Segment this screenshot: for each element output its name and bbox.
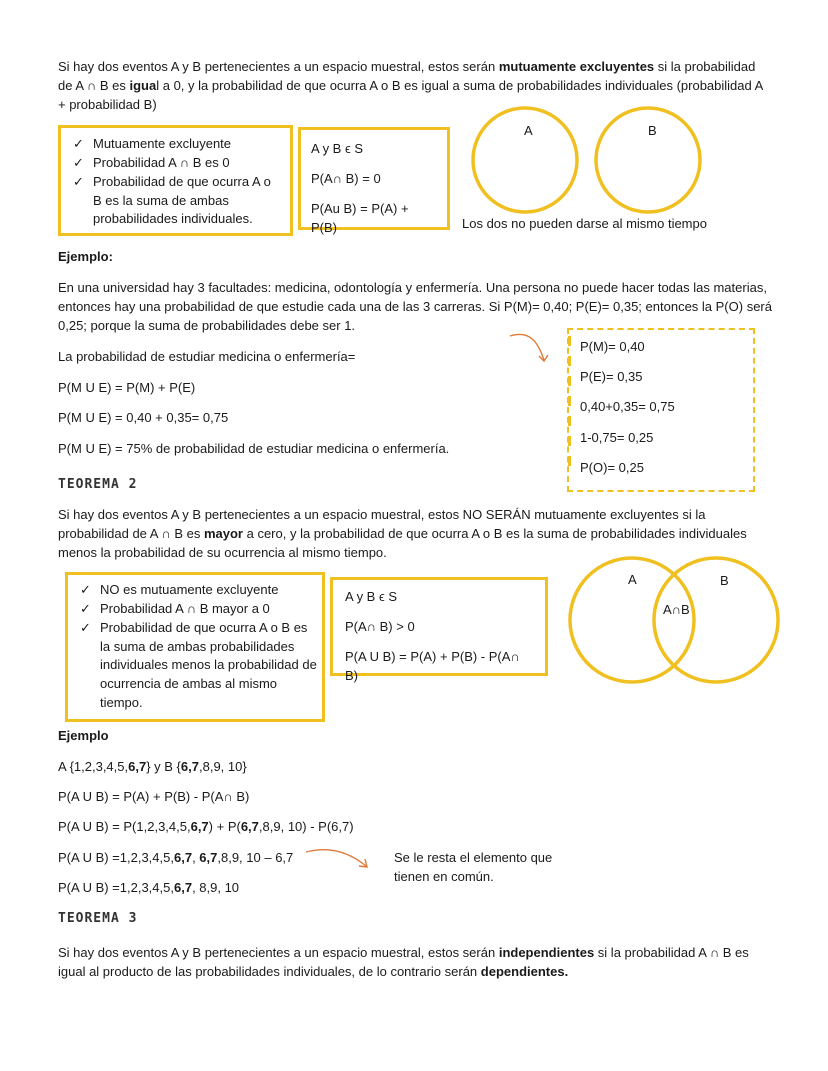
t2-text-2: a cero, y la probabilidad de que ocurra A o B es la suma de probabilidades individuales menos la probabilidad de su ocurrencia al mismo tiempo. [58, 525, 747, 560]
text-part: A {1,2,3,4,5, [58, 759, 129, 774]
bold-part: 6,7 [173, 850, 193, 865]
check-item [67, 173, 278, 230]
formula-line: P(A∩ B) > 0 [345, 618, 415, 634]
example-2-note: Se le resta el elemento que tienen en común. [394, 850, 553, 884]
formula-line: P(A U B) = P(A) + P(B) - P(A∩ B) [345, 648, 520, 683]
example-line: P(M U E) = 75% de probabilidad de estudiar medicina o enfermería. [58, 441, 450, 456]
t3-text-2: si la probabilidad A ∩ B es igual al producto de las probabilidades individuales, de lo contrario serán [58, 945, 749, 979]
example-2-line-3 [58, 818, 354, 837]
formula-line: P(A∩ B) = 0 [311, 170, 381, 186]
formula-line: A y B ϵ S [311, 141, 363, 156]
dashed-line: P(O)= 0,25 [580, 460, 644, 475]
example-2-title: Ejemplo [58, 728, 109, 743]
example-2-line-2: P(A U B) = P(A) + P(B) - P(A∩ B) [58, 789, 250, 804]
example-line: P(M U E) = 0,40 + 0,35= 0,75 [58, 410, 229, 425]
check-icon: ✓ [73, 136, 84, 151]
text-part: P(A U B) =1,2,3,4,5, [58, 850, 174, 865]
check-icon: ✓ [73, 154, 84, 170]
t2-bold-1: mayor [203, 525, 243, 541]
formula-line: A y B ϵ S [345, 589, 397, 604]
text-part: , 8,9, 10 [192, 880, 240, 895]
check-icon: ✓ [80, 582, 91, 597]
venn-label-intersection: A∩B [663, 602, 690, 617]
check-item [67, 154, 284, 173]
bold-part: 6,7 [199, 850, 218, 865]
text-part: ) + P( [208, 819, 241, 834]
text-part: ,8,9, 10 – 6,7 [217, 850, 294, 865]
check-item-text: Probabilidad de que ocurra A o B es la suma de ambas probabilidades individuales. [93, 173, 271, 227]
intro-bold-1: mutuamente excluyentes [498, 59, 655, 74]
venn-label-b: B [648, 123, 657, 138]
venn-label-a: A [524, 123, 533, 138]
check-icon: ✓ [80, 619, 91, 635]
check-item [74, 581, 316, 600]
check-icon: ✓ [73, 173, 84, 189]
t3-text-1: Si hay dos eventos A y B pertenecientes a un espacio muestral, estos serán [58, 945, 499, 960]
circle-b [654, 558, 778, 682]
text-part: ,8,9, 10) - P(6,7) [258, 819, 354, 834]
text-part: } y B { [146, 759, 181, 774]
dashed-line: 1-0,75= 0,25 [580, 430, 654, 445]
intro-bold-2: igua [129, 77, 157, 93]
text-part: P(A U B) = P(1,2,3,4,5, [58, 819, 191, 834]
example-2-line-4 [58, 849, 293, 868]
check-item [67, 135, 284, 154]
example-paragraph: En una universidad hay 3 facultades: medicina, odontología y enfermería. Una persona no puede hacer todas las materias, entonces hay una probabilidad de que estudie cada una de las 3 carreras. Si P(M)= 0,40; P(E)= 0,35; entonces la P(O) será 0,25; porque la suma de probabilidades debe ser 1. [58, 280, 772, 333]
dashed-inner-bar [568, 336, 571, 476]
dashed-line: P(E)= 0,35 [580, 369, 643, 384]
theorem-3-heading: TEOREMA 3 [58, 911, 138, 926]
check-item [74, 619, 318, 713]
check-item-text: Probabilidad A ∩ B es 0 [93, 154, 230, 170]
venn-label-a: A [628, 572, 637, 587]
curved-arrow-icon [508, 330, 558, 368]
curved-arrow-icon [304, 846, 376, 874]
example-title: Ejemplo: [58, 249, 113, 264]
theorem-2-heading: TEOREMA 2 [58, 477, 138, 492]
intro-text-1: Si hay dos eventos A y B pertenecientes a un espacio muestral, estos serán [58, 59, 499, 74]
text-part: , [192, 850, 200, 865]
check-item [74, 600, 316, 619]
formula-box-2 [330, 577, 548, 683]
formula-line: P(Au B) = P(A) + P(B) [311, 200, 409, 235]
dashed-line: 0,40+0,35= 0,75 [580, 399, 675, 414]
bold-part: 6,7 [240, 819, 259, 834]
intro-text-2: si la probabilidad de A ∩ B es [58, 59, 756, 93]
text-part: ,8,9, 10} [198, 759, 247, 774]
checklist-box-1 [58, 125, 293, 236]
example-2-line-1 [58, 758, 247, 777]
t3-bold-2: dependientes. [480, 963, 569, 979]
example-line: P(M U E) = P(M) + P(E) [58, 380, 196, 395]
t3-bold-1: independientes [498, 945, 595, 960]
formula-box-1 [298, 127, 450, 235]
example-2-line-5 [58, 879, 239, 898]
venn-label-b: B [720, 573, 729, 588]
bold-part: 6,7 [128, 759, 147, 774]
venn-diagram-disjoint [460, 105, 720, 220]
check-item-text: Mutuamente excluyente [93, 136, 232, 151]
bold-part: 6,7 [180, 759, 199, 774]
bold-part: 6,7 [190, 819, 209, 834]
theorem-3-paragraph [58, 944, 773, 982]
check-item-text: NO es mutuamente excluyente [100, 582, 279, 597]
dashed-line: P(M)= 0,40 [580, 339, 645, 354]
text-part: P(A U B) =1,2,3,4,5, [58, 880, 174, 895]
check-icon: ✓ [80, 600, 91, 616]
example-line: La probabilidad de estudiar medicina o enfermería= [58, 349, 356, 364]
venn-diagram-overlap [564, 554, 784, 689]
checklist-box-2 [65, 572, 325, 722]
venn-caption: Los dos no pueden darse al mismo tiempo [462, 216, 707, 231]
check-item-text: Probabilidad A ∩ B mayor a 0 [100, 600, 270, 616]
t2-text-1: Si hay dos eventos A y B pertenecientes a un espacio muestral, estos NO SERÁN mutuamente excluyentes si la probabilidad de A ∩ B es [58, 507, 706, 541]
intro-text-3: l a 0, y la probabilidad de que ocurra A o B es igual a suma de probabilidades individuales (probabilidad A + probabilidad B) [58, 77, 763, 112]
check-item-text: Probabilidad de que ocurra A o B es la suma de ambas probabilidades individuales menos la probabilidad de ocurrencia de ambas al mismo tiempo. [100, 619, 317, 711]
bold-part: 6,7 [173, 880, 193, 895]
